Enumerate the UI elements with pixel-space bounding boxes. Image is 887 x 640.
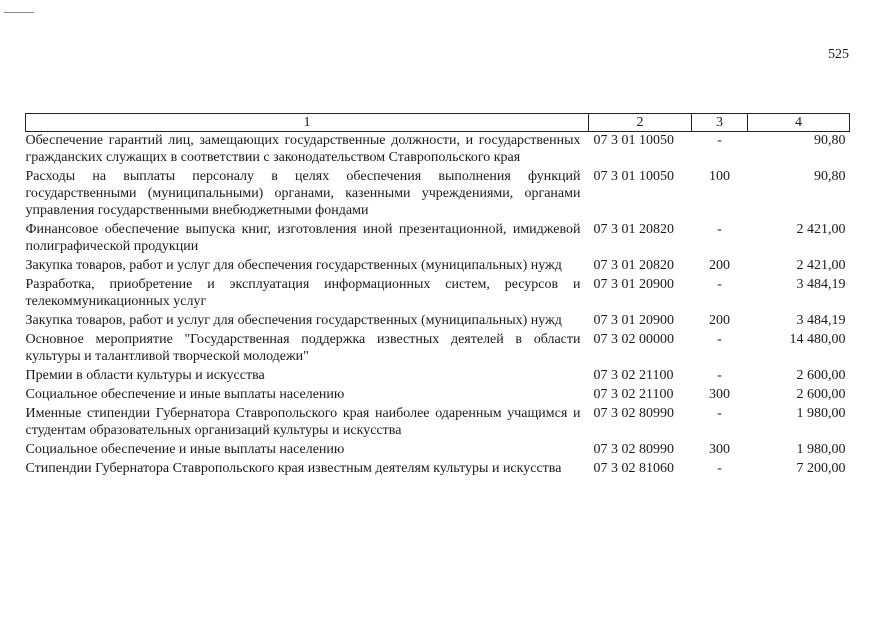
table-body [26,132,850,480]
row-code: 07 3 01 20900 [593,313,674,328]
table-row [26,168,850,221]
row-name: Социальное обеспечение и иные выплаты населению [25,442,345,457]
row-name: Финансовое обеспечение выпуска книг, изготовления иной презентационной, имиджевой полиграфической продукции [25,222,581,254]
header-col-2: 2 [589,114,692,132]
row-code: 07 3 01 20900 [593,277,674,292]
table-row [26,367,850,386]
row-code: 07 3 01 20820 [593,258,674,273]
row-amount: 1 980,00 [796,406,846,421]
row-name: Основное мероприятие "Государственная поддержка известных деятелей в области культуры и талантливой творческой молодежи" [25,332,581,364]
table-row [26,221,850,257]
row-amount: 7 200,00 [796,461,846,476]
row-name: Премии в области культуры и искусства [25,368,265,383]
row-code: 07 3 02 80990 [593,442,674,457]
budget-table [25,113,850,479]
row-amount: 3 484,19 [796,313,846,328]
row-amount: 14 480,00 [789,332,846,347]
row-name: Закупка товаров, работ и услуг для обеспечения государственных (муниципальных) нужд [25,258,562,273]
table-row [26,312,850,331]
page-number: 525 [828,47,849,62]
row-amount: 1 980,00 [796,442,846,457]
row-name: Именные стипендии Губернатора Ставропольского края наиболее одаренным учащимся и студентам образовательных организаций культуры и искусства [25,406,581,438]
row-expense-type: 300 [709,387,730,402]
row-expense-type: 300 [709,442,730,457]
table-header [26,114,850,132]
row-code: 07 3 02 21100 [593,387,674,402]
row-amount: 2 421,00 [796,258,846,273]
row-expense-type: - [717,461,722,476]
row-expense-type: 200 [709,313,730,328]
row-expense-type: - [717,332,722,347]
row-code: 07 3 01 20820 [593,222,674,237]
row-name: Разработка, приобретение и эксплуатация информационных систем, ресурсов и телекоммуникационных услуг [25,277,581,309]
row-name: Социальное обеспечение и иные выплаты населению [25,387,345,402]
header-row [26,114,850,132]
row-expense-type: - [717,222,722,237]
table-row [26,460,850,479]
row-expense-type: - [717,368,722,383]
table-row [26,331,850,367]
row-amount: 90,80 [814,169,846,184]
row-expense-type: 200 [709,258,730,273]
row-amount: 2 421,00 [796,222,846,237]
table-row [26,276,850,312]
row-amount: 90,80 [814,133,846,148]
table-row [26,405,850,441]
row-code: 07 3 02 00000 [593,332,674,347]
header-col-4: 4 [748,114,850,132]
row-code: 07 3 02 21100 [593,368,674,383]
row-code: 07 3 01 10050 [593,169,674,184]
table-row [26,441,850,460]
row-code: 07 3 02 81060 [593,461,674,476]
header-col-3: 3 [692,114,748,132]
row-name: Закупка товаров, работ и услуг для обеспечения государственных (муниципальных) нужд [25,313,562,328]
row-name: Расходы на выплаты персоналу в целях обеспечения выполнения функций государственными (муниципальными) органами, казенными учреждениями, органами управления государственными внебюджетными фондами [25,169,581,218]
header-col-1: 1 [26,114,589,132]
row-expense-type: - [717,406,722,421]
table-row [26,132,850,169]
table-row [26,386,850,405]
table-row [26,257,850,276]
row-amount: 3 484,19 [796,277,846,292]
row-name: Обеспечение гарантий лиц, замещающих государственные должности, и государственных гражданских служащих в соответствии с законодательством Ставропольского края [25,133,581,165]
row-expense-type: - [717,133,722,148]
row-code: 07 3 02 80990 [593,406,674,421]
row-code: 07 3 01 10050 [593,133,674,148]
scan-mark [4,12,34,13]
row-amount: 2 600,00 [796,368,846,383]
row-expense-type: 100 [709,169,730,184]
row-name: Стипендии Губернатора Ставропольского края известным деятелям культуры и искусства [25,461,562,476]
row-amount: 2 600,00 [796,387,846,402]
row-expense-type: - [717,277,722,292]
